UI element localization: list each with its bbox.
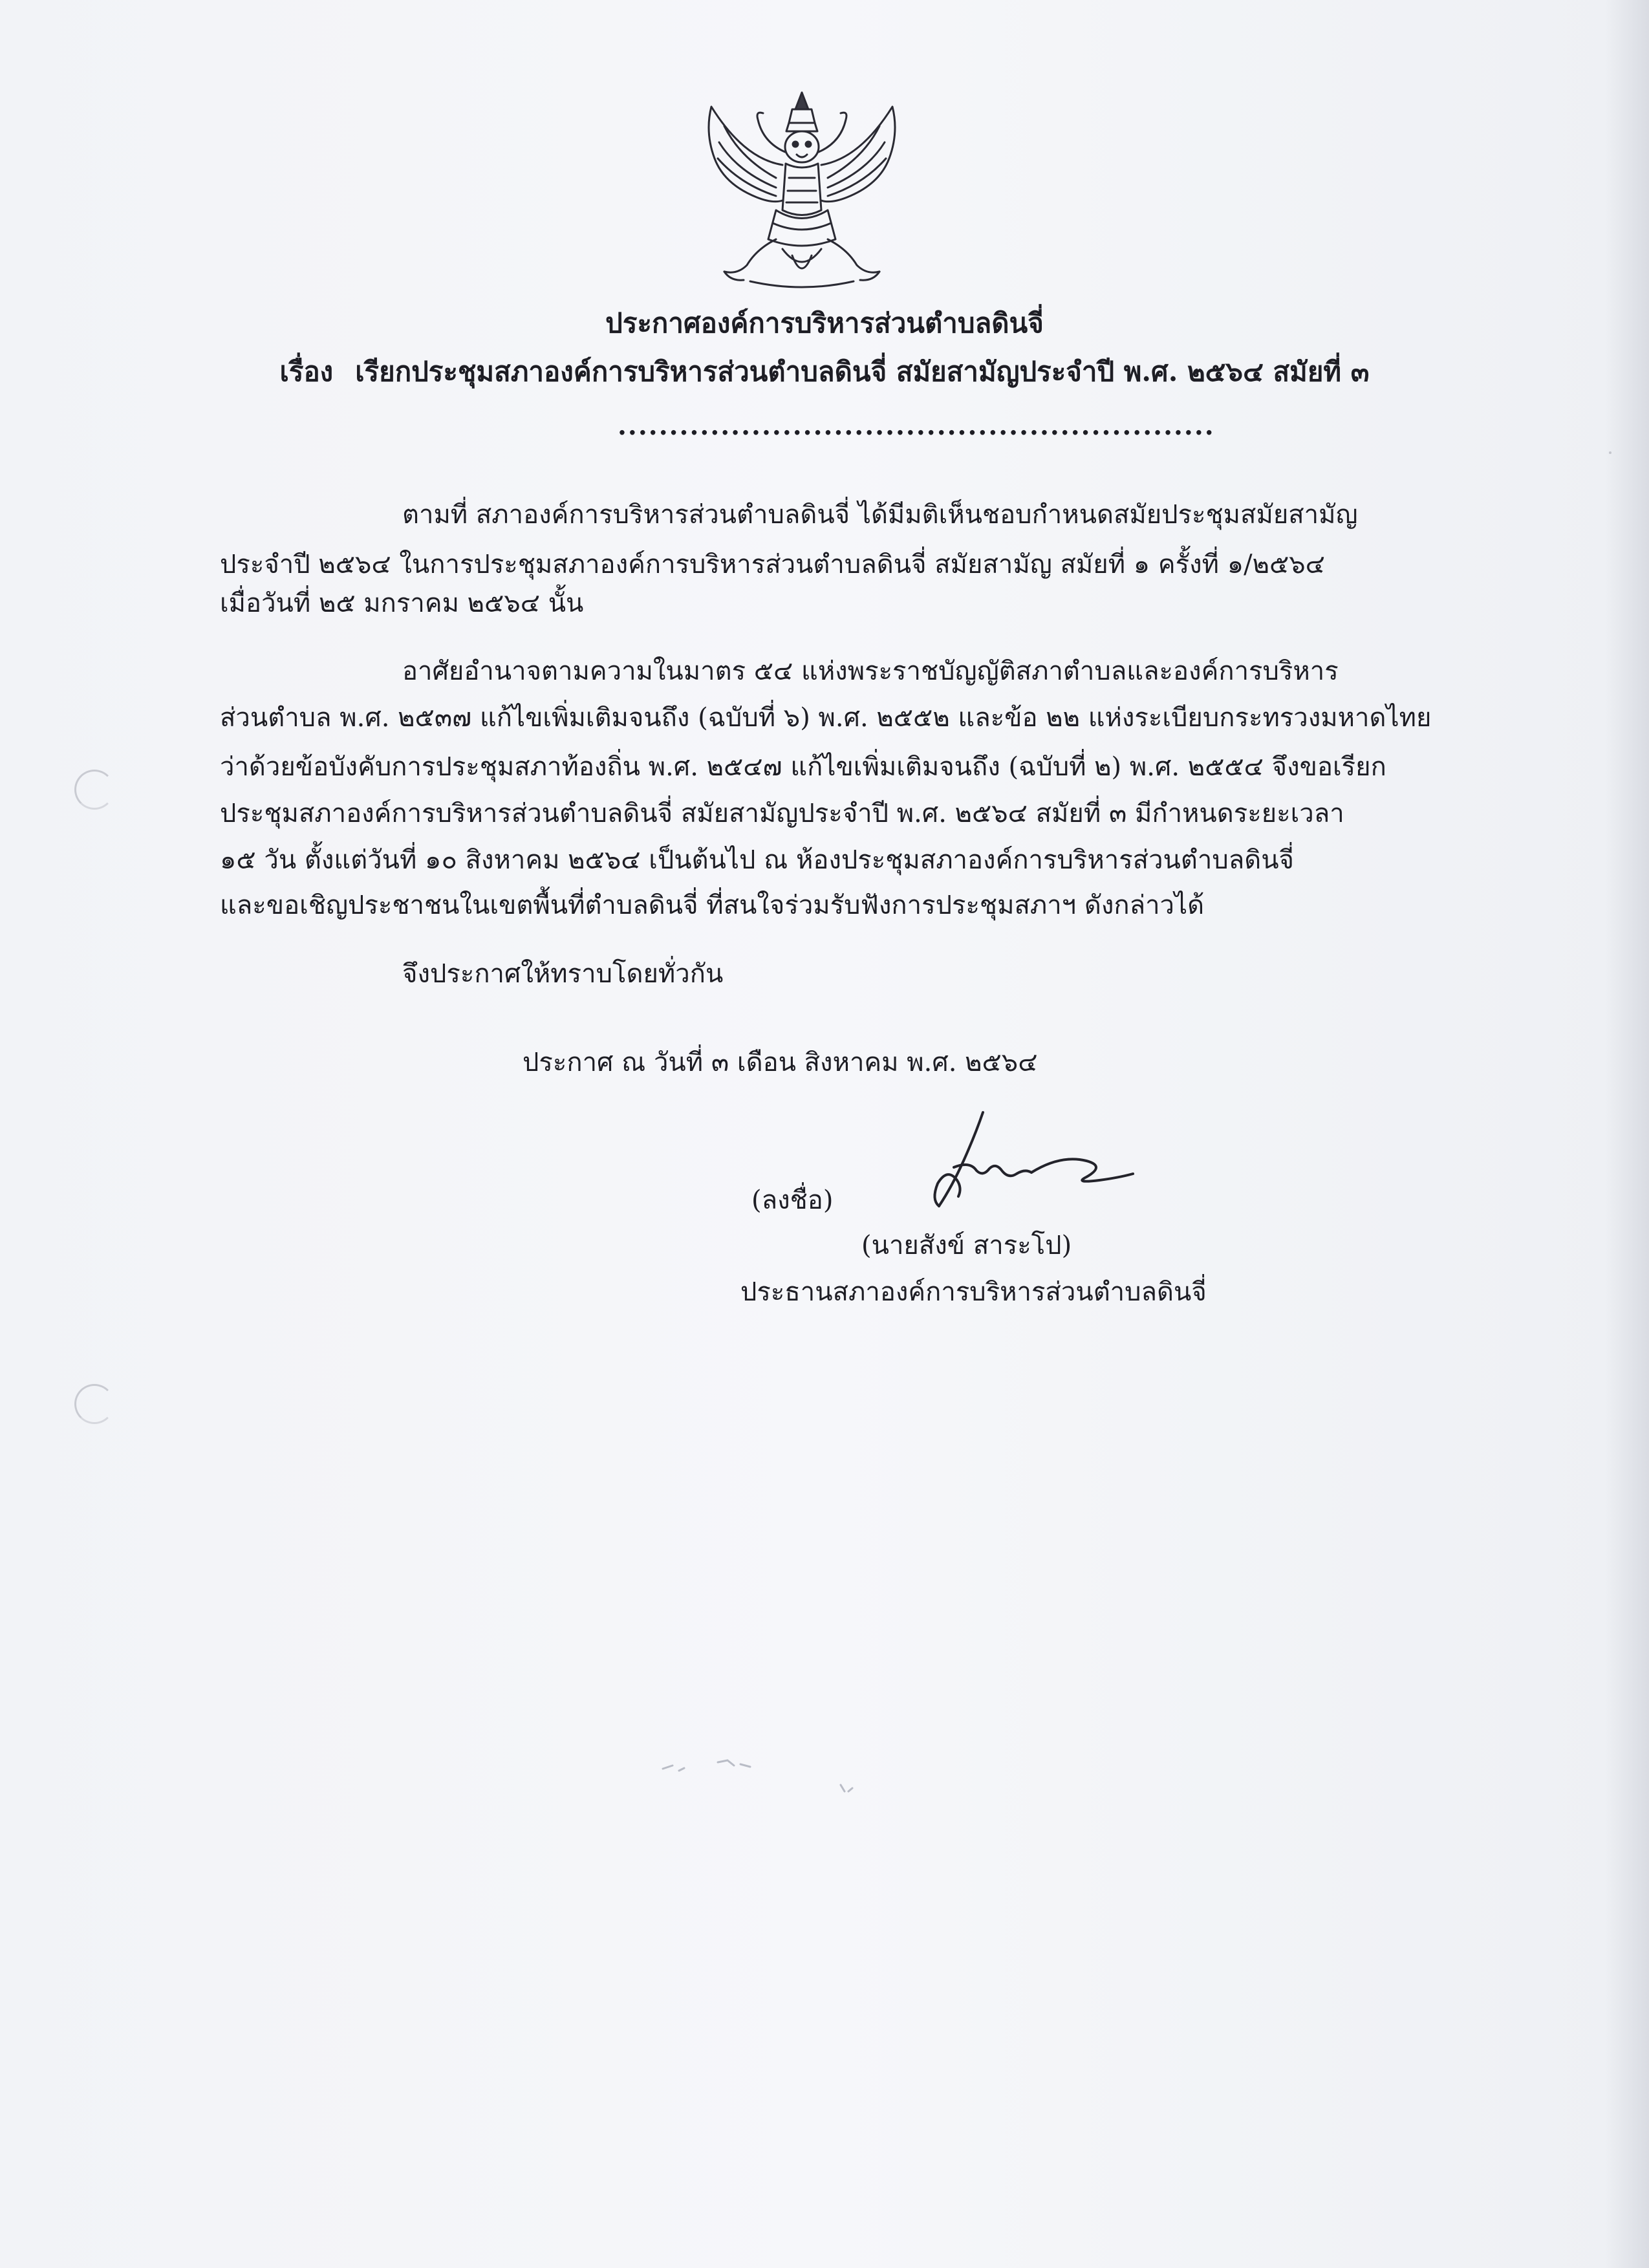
title-separator: .......................................................... bbox=[618, 411, 1215, 441]
sign-label: (ลงชื่อ) bbox=[751, 1185, 834, 1215]
signatory-name: (นายสังข์ สาระโป) bbox=[861, 1231, 1072, 1260]
paragraph1-line3: เมื่อวันที่ ๒๕ มกราคม ๒๕๖๔ นั้น bbox=[220, 589, 584, 618]
subject-text: เรียกประชุมสภาองค์การบริหารส่วนตำบลดินจี่ สมัยสามัญประจำปี พ.ศ. ๒๕๖๔ สมัยที่ ๓ bbox=[355, 356, 1370, 387]
document-subject bbox=[0, 352, 1649, 391]
announcement-date: ประกาศ ณ วันที่ ๓ เดือน สิงหาคม พ.ศ. ๒๕๖๔ bbox=[523, 1048, 1038, 1077]
paragraph1-line2: ประจำปี ๒๕๖๔ ในการประชุมสภาองค์การบริหารส่วนตำบลดินจี่ สมัยสามัญ สมัยที่ ๑ ครั้งที่ ๑/๒๕๖๔ bbox=[220, 550, 1325, 579]
garuda-emblem-icon bbox=[685, 87, 918, 294]
punch-hole-bottom bbox=[74, 1384, 114, 1424]
handwritten-signature-icon bbox=[892, 1109, 1138, 1222]
punch-hole-top bbox=[74, 770, 114, 810]
paragraph2-line5: ๑๕ วัน ตั้งแต่วันที่ ๑๐ สิงหาคม ๒๕๖๔ เป็นต้นไป ณ ห้องประชุมสภาองค์การบริหารส่วนตำบลดินจี่ bbox=[220, 845, 1294, 875]
subject-label: เรื่อง bbox=[279, 356, 334, 387]
paragraph2-line2: ส่วนตำบล พ.ศ. ๒๕๓๗ แก้ไขเพิ่มเติมจนถึง (ฉบับที่ ๖) พ.ศ. ๒๕๕๒ และข้อ ๒๒ แห่งระเบียบกระทรวงมหาดไทย bbox=[220, 703, 1432, 733]
closing-statement: จึงประกาศให้ทราบโดยทั่วกัน bbox=[402, 959, 724, 989]
signatory-position: ประธานสภาองค์การบริหารส่วนตำบลดินจี่ bbox=[740, 1277, 1207, 1307]
paragraph2-line3: ว่าด้วยข้อบังคับการประชุมสภาท้องถิ่น พ.ศ. ๒๕๔๗ แก้ไขเพิ่มเติมจนถึง (ฉบับที่ ๒) พ.ศ. ๒๕๕๔ จึงขอเรียก bbox=[220, 752, 1386, 782]
paragraph2-line6: และขอเชิญประชาชนในเขตพื้นที่ตำบลดินจี่ ที่สนใจร่วมรับฟังการประชุมสภาฯ ดังกล่าวได้ bbox=[220, 891, 1205, 920]
paragraph2-line1: อาศัยอำนาจตามความในมาตร ๕๔ แห่งพระราชบัญญัติสภาตำบลและองค์การบริหาร bbox=[402, 656, 1339, 686]
paragraph2-line4: ประชุมสภาองค์การบริหารส่วนตำบลดินจี่ สมัยสามัญประจำปี พ.ศ. ๒๕๖๔ สมัยที่ ๓ มีกำหนดระยะเวลา bbox=[220, 799, 1344, 828]
document-heading: ประกาศองค์การบริหารส่วนตำบลดินจี่ bbox=[605, 307, 1044, 339]
paragraph1-line1: ตามที่ สภาองค์การบริหารส่วนตำบลดินจี่ ได้มีมติเห็นชอบกำหนดสมัยประชุมสมัยสามัญ bbox=[402, 500, 1358, 530]
